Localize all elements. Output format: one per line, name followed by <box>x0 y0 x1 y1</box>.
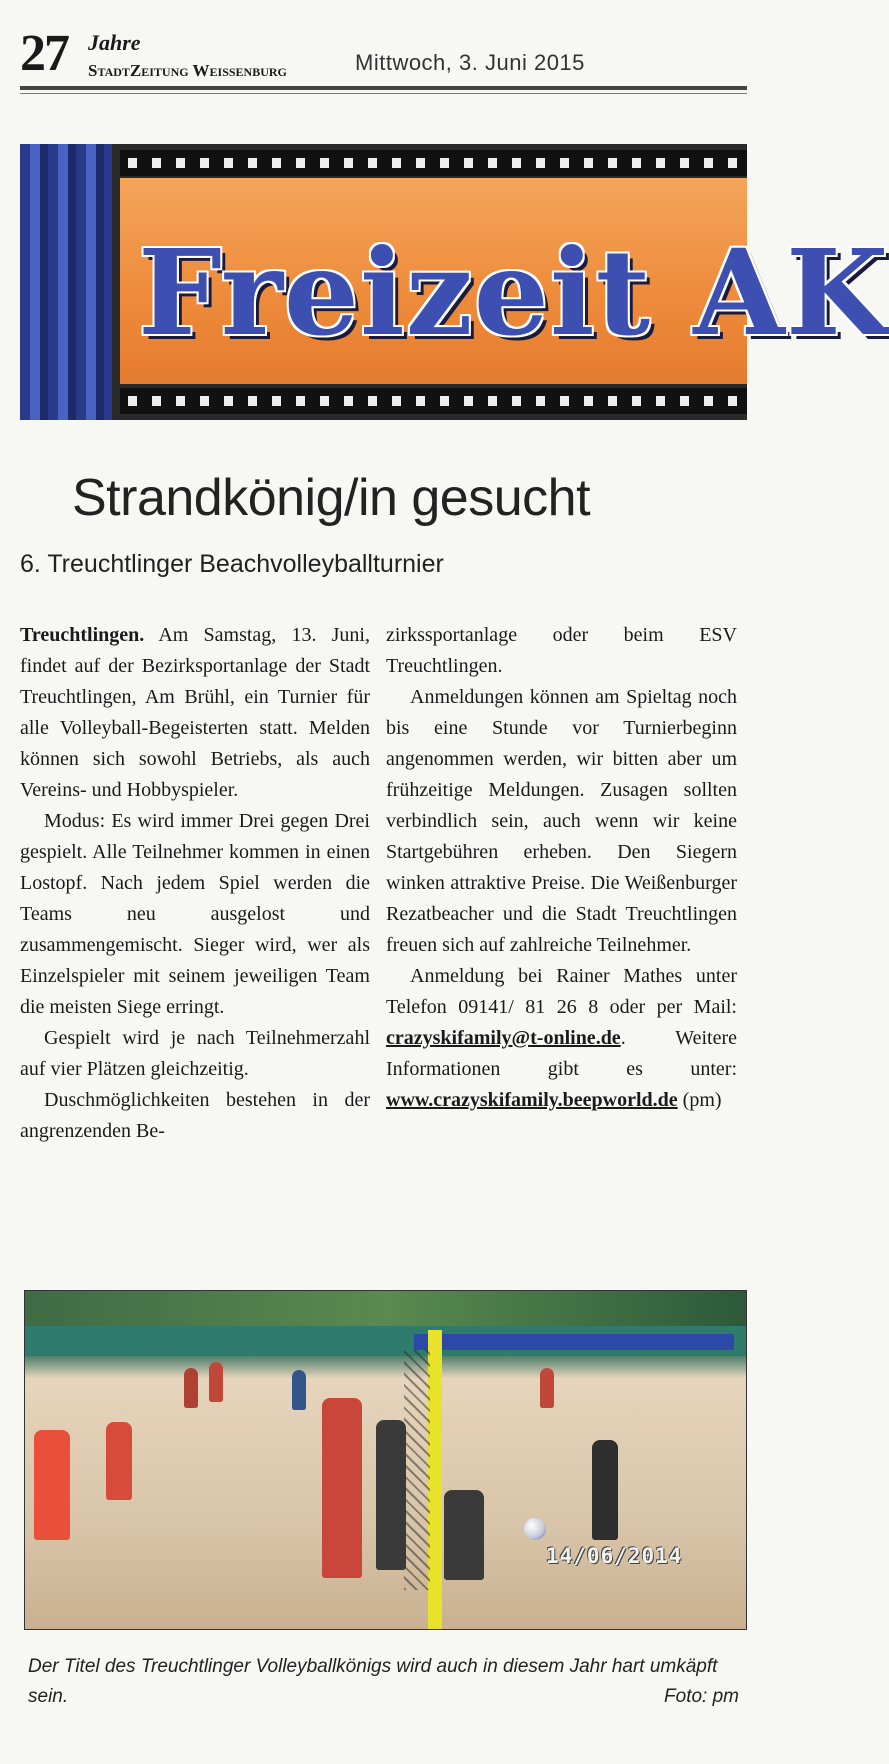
banner-stripes <box>20 144 112 420</box>
masthead-paper-name: StadtZeitung Weißenburg <box>88 61 287 80</box>
masthead-jahre: Jahre <box>88 30 141 55</box>
website-link[interactable]: www.crazyskifamily.beepworld.de <box>386 1089 678 1111</box>
photo-frame <box>24 1290 747 1630</box>
caption-text: Der Titel des Treuchtlinger Volleyballkönigs wird auch in diesem Jahr hart umkäpft sein. <box>28 1656 718 1707</box>
article-column-right <box>386 620 737 1116</box>
contact-paragraph <box>386 961 737 1116</box>
film-strip-bottom <box>120 388 747 414</box>
section-title: Freizeit AK <box>138 223 889 362</box>
article-paragraph: Gespielt wird je nach Teilnehmerzahl auf vier Plätzen gleichzeitig. <box>20 1027 370 1080</box>
photo-date-stamp: 14/06/2014 <box>546 1544 683 1568</box>
email-link[interactable]: crazyskifamily@t-online.de <box>386 1027 621 1049</box>
article-paragraph: Modus: Es wird immer Drei gegen Drei gespielt. Alle Teilnehmer kommen in einen Lostopf. Nach jedem Spiel werden die Teams neu ausgelost und zusammengemischt. Sieger wird, wer als Einzelspieler mit seinem jeweiligen Team die meisten Siege erringt. <box>20 810 370 1018</box>
dateline: Treuchtlingen. <box>20 624 145 646</box>
article-paragraph: Anmeldungen können am Spieltag noch bis eine Stunde vor Turnierbeginn angenommen werden, wir bitten aber um frühzeitige Meldungen. Zusagen sollten verbindlich sein, auch wenn wir keine Startgebühren erheben. Den Siegern winken attraktive Preise. Die Weißenburger Rezatbeacher und die Stadt Treuchtlingen freuen sich auf zahlreiche Teilnehmer. <box>386 686 737 956</box>
masthead-date: Mittwoch, 3. Juni 2015 <box>355 50 585 75</box>
masthead-anniversary-number: 27 <box>20 25 68 82</box>
masthead-rule-thin <box>20 93 747 94</box>
section-banner <box>20 144 889 420</box>
paragraph-text: Am Samstag, 13. Juni, findet auf der Bezirksportanlage der Stadt Treuchtlingen, Am Brühl, ein Turnier für alle Volleyball-Begeisterten statt. Melden können sich sowohl Betriebs, als auch Vereins- und Hobbyspieler. <box>20 624 370 801</box>
article-headline: Strandkönig/in gesucht <box>72 469 591 527</box>
contact-intro: Anmeldung bei Rainer Mathes unter Telefon 09141/ 81 26 8 oder per Mail: <box>386 965 737 1018</box>
film-strip-top <box>120 150 747 176</box>
article-column-left <box>20 620 370 1147</box>
article-paragraph: Duschmöglichkeiten bestehen in der angrenzenden Be- <box>20 1089 370 1142</box>
masthead-rule <box>20 86 747 90</box>
article-subheadline: 6. Treuchtlinger Beachvolleyballturnier <box>20 550 444 578</box>
more-info-text: . Weitere Informationen gibt es unter: <box>386 1027 737 1080</box>
article-paragraph <box>20 620 370 806</box>
author-tag: (pm) <box>682 1089 722 1111</box>
photo-credit: Foto: pm <box>664 1686 739 1707</box>
photo-caption <box>28 1652 743 1712</box>
article-paragraph: zirkssportanlage oder beim ESV Treuchtlingen. <box>386 624 737 677</box>
